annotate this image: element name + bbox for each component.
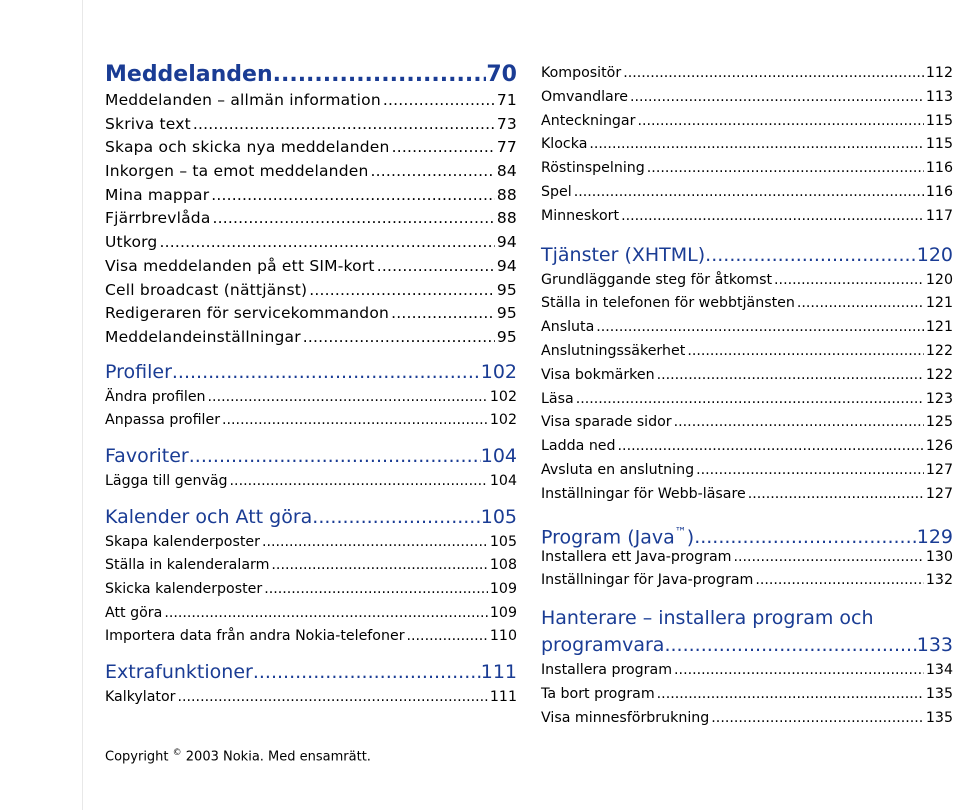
dot-leader (230, 470, 488, 494)
dot-leader (734, 546, 924, 570)
entry-page: 73 (496, 114, 517, 133)
entry-label: Anteckningar (541, 112, 636, 129)
toc-entry[interactable] (541, 569, 953, 593)
toc-entry[interactable] (541, 133, 953, 157)
dot-leader (383, 89, 495, 113)
entry-label: Meddelanden – allmän information (105, 91, 381, 109)
entry-page: 71 (496, 91, 517, 109)
section-title: programvara (541, 634, 665, 657)
entry-page: 104 (489, 472, 517, 489)
dot-leader (222, 409, 488, 433)
entry-label: Skriva text (105, 114, 191, 133)
entry-page: 94 (496, 256, 517, 275)
dot-leader (774, 269, 924, 293)
entry-label: Ansluta (541, 319, 595, 336)
toc-left-column (105, 60, 517, 710)
dot-leader (253, 659, 481, 686)
entry-label: Visa sparade sidor (541, 414, 672, 431)
entry-page: 112 (925, 65, 953, 81)
toc-entry[interactable] (541, 364, 953, 388)
entry-page: 125 (925, 414, 953, 431)
entry-page: 121 (925, 319, 953, 336)
section-title: Extrafunktioner (105, 661, 253, 684)
section-title: Tjänster (XHTML) (541, 243, 706, 266)
dot-leader (687, 340, 924, 364)
entry-page: 115 (925, 136, 953, 153)
trademark-symbol: ™ (674, 524, 687, 539)
entry-page: 105 (489, 533, 517, 550)
toc-section-profiler[interactable] (105, 359, 517, 386)
entry-page: 116 (925, 183, 953, 200)
entry-label: Skapa och skicka nya meddelanden (105, 138, 390, 157)
entry-page: 95 (496, 304, 517, 323)
section-title: Profiler (105, 360, 172, 383)
dot-leader (178, 686, 488, 710)
section-page: 104 (480, 444, 517, 467)
toc-entry[interactable] (105, 255, 517, 279)
toc-entry[interactable] (541, 411, 953, 435)
dot-leader (208, 386, 488, 410)
toc-entry[interactable] (541, 483, 953, 507)
copyright-notice (105, 748, 371, 764)
toc-entry[interactable] (105, 326, 517, 350)
toc-entry[interactable] (541, 292, 953, 316)
toc-right-column (541, 62, 953, 731)
section-title: Meddelanden (105, 62, 273, 87)
entry-label: Inkorgen – ta emot meddelanden (105, 162, 369, 181)
toc-section-kalender[interactable] (105, 504, 517, 531)
toc-entry[interactable] (105, 470, 517, 494)
toc-entry[interactable] (541, 659, 953, 683)
entry-label: Mina mappar (105, 185, 210, 204)
entry-page: 88 (496, 185, 517, 204)
entry-page: 122 (925, 342, 953, 359)
dot-leader (264, 578, 488, 602)
dot-leader (407, 625, 488, 649)
toc-entry[interactable] (105, 602, 517, 626)
toc-entry[interactable] (541, 316, 953, 340)
dot-leader (213, 207, 495, 231)
dot-leader (262, 531, 488, 555)
entry-label: Inställningar för Webb-läsare (541, 485, 746, 502)
entry-label: Visa meddelanden på ett SIM-kort (105, 256, 375, 275)
dot-leader (303, 326, 495, 350)
entry-page: 110 (489, 628, 517, 645)
dot-leader (164, 602, 488, 626)
entry-page: 95 (496, 280, 517, 299)
entry-label: Utkorg (105, 233, 158, 252)
entry-label: Läsa (541, 390, 574, 407)
toc-entry[interactable] (541, 683, 953, 707)
toc-entry[interactable] (105, 113, 517, 137)
entry-page: 135 (925, 685, 953, 702)
entry-label: Spel (541, 183, 572, 200)
toc-entry[interactable] (105, 686, 517, 710)
dot-leader (637, 110, 923, 134)
dot-leader (674, 659, 924, 683)
entry-label: Installera program (541, 662, 673, 679)
section-page: 102 (480, 360, 517, 383)
entry-label: Omvandlare (541, 88, 628, 105)
entry-page: 108 (489, 557, 517, 574)
entry-page: 95 (496, 327, 517, 346)
dot-leader (172, 359, 481, 386)
toc-entry[interactable] (105, 409, 517, 433)
toc-entry[interactable] (541, 110, 953, 134)
entry-page: 134 (925, 662, 953, 679)
entry-page: 102 (489, 412, 517, 429)
toc-entry[interactable] (105, 386, 517, 410)
entry-label: Redigeraren för servicekommandon (105, 304, 390, 323)
entry-page: 123 (925, 390, 953, 407)
entry-label: Skapa kalenderposter (105, 533, 260, 550)
toc-section-meddelanden[interactable] (105, 60, 517, 89)
entry-page: 127 (925, 485, 953, 502)
entry-label: Skicka kalenderposter (105, 581, 263, 597)
section-page: 70 (486, 62, 517, 87)
entry-label: Klocka (541, 136, 588, 153)
entry-page: 121 (925, 295, 953, 312)
section-page: 129 (916, 525, 953, 548)
entry-page: 94 (496, 233, 517, 252)
entry-page: 122 (925, 366, 953, 383)
toc-section-extrafunktioner[interactable] (105, 659, 517, 686)
toc-section-tjanster[interactable] (541, 242, 953, 269)
entry-page: 130 (925, 548, 953, 565)
dot-leader (755, 569, 924, 593)
dot-leader (630, 86, 924, 110)
toc-entry[interactable] (105, 279, 517, 303)
dot-leader (647, 157, 924, 181)
dot-leader (189, 443, 481, 470)
entry-label: Installera ett Java-program (541, 548, 732, 565)
toc-section-favoriter[interactable] (105, 443, 517, 470)
toc-entry[interactable] (105, 302, 517, 326)
dot-leader (271, 554, 487, 578)
dot-leader (657, 683, 924, 707)
entry-label: Att göra (105, 604, 163, 621)
entry-page: 109 (489, 604, 517, 621)
entry-label: Lägga till genväg (105, 472, 228, 489)
section-page: 105 (480, 505, 517, 528)
toc-entry[interactable] (541, 340, 953, 364)
entry-label: Anpassa profiler (105, 412, 221, 429)
entry-label: Inställningar för Java-program (541, 572, 754, 589)
dot-leader (657, 364, 924, 388)
entry-label: Importera data från andra Nokia-telefoner (105, 628, 405, 645)
entry-label: Grundläggande steg för åtkomst (541, 271, 773, 288)
entry-label: Ladda ned (541, 438, 616, 455)
dot-leader (696, 459, 924, 483)
section-title: Kalender och Att göra (105, 505, 313, 528)
toc-entry[interactable] (105, 136, 517, 160)
dot-leader (159, 231, 494, 255)
toc-entry[interactable] (105, 231, 517, 255)
margin-rule (82, 0, 83, 810)
dot-leader (377, 255, 495, 279)
entry-label: Ta bort program (541, 685, 655, 702)
dot-leader (589, 133, 924, 157)
section-title-text: ) (686, 525, 695, 548)
entry-label: Visa bokmärken (541, 366, 655, 383)
dot-leader (371, 160, 495, 184)
entry-label: Ställa in telefonen för webbtjänsten (541, 295, 795, 312)
toc-entry[interactable] (105, 554, 517, 578)
dot-leader (596, 316, 924, 340)
toc-entry[interactable] (541, 707, 953, 731)
dot-leader (576, 388, 924, 412)
entry-page: 132 (925, 572, 953, 589)
section-page: 111 (480, 661, 517, 684)
toc-entry[interactable] (105, 89, 517, 113)
toc-entry[interactable] (541, 181, 953, 205)
entry-label: Röstinspelning (541, 160, 645, 177)
dot-leader (618, 435, 924, 459)
section-title-line1: Hanterare – installera program och (541, 607, 874, 630)
section-title: Favoriter (105, 444, 189, 467)
toc-section-program[interactable] (541, 519, 953, 546)
entry-label: Ställa in kalenderalarm (105, 557, 270, 574)
toc-entry[interactable] (541, 459, 953, 483)
entry-label: Meddelandeinställningar (105, 327, 301, 346)
toc-entry[interactable] (541, 86, 953, 110)
entry-label: Kalkylator (105, 689, 176, 706)
section-page: 120 (916, 243, 953, 266)
entry-label: Kompositör (541, 65, 622, 81)
dot-leader (621, 205, 924, 229)
entry-page: 115 (925, 112, 953, 129)
dot-leader (705, 242, 917, 269)
dot-leader (211, 184, 495, 208)
toc-entry[interactable] (541, 435, 953, 459)
entry-page: 111 (489, 689, 517, 706)
entry-page: 126 (925, 438, 953, 455)
dot-leader (312, 504, 480, 531)
toc-entry[interactable] (541, 546, 953, 570)
entry-label: Fjärrbrevlåda (105, 209, 211, 228)
dot-leader (748, 483, 924, 507)
entry-label: Anslutningssäkerhet (541, 342, 686, 359)
entry-label: Ändra profilen (105, 388, 206, 405)
toc-entry[interactable] (541, 157, 953, 181)
copyright-symbol: © (172, 748, 182, 758)
dot-leader (193, 113, 495, 137)
toc-entry[interactable] (541, 269, 953, 293)
entry-page: 84 (496, 162, 517, 181)
dot-leader (674, 411, 924, 435)
entry-label: Cell broadcast (nättjänst) (105, 280, 308, 299)
entry-page: 116 (925, 160, 953, 177)
toc-entry[interactable] (105, 625, 517, 649)
entry-page: 88 (496, 209, 517, 228)
section-title-text: Program (Java (541, 525, 675, 548)
entry-label: Avsluta en anslutning (541, 461, 695, 478)
entry-page: 77 (496, 138, 517, 157)
entry-page: 127 (925, 461, 953, 478)
dot-leader (664, 632, 916, 659)
entry-page: 120 (925, 271, 953, 288)
toc-entry[interactable] (105, 160, 517, 184)
toc-section-hanterare[interactable] (541, 605, 953, 659)
entry-label: Minneskort (541, 207, 620, 224)
section-title-line2 (541, 632, 953, 659)
toc-entry[interactable] (105, 531, 517, 555)
toc-entry[interactable] (105, 184, 517, 208)
copyright-text: Copyright (105, 749, 173, 765)
copyright-text: 2003 Nokia. Med ensamrätt. (181, 749, 371, 765)
dot-leader (392, 136, 495, 160)
entry-page: 135 (925, 709, 953, 726)
toc-entry[interactable] (541, 388, 953, 412)
dot-leader (309, 279, 495, 303)
dot-leader (391, 302, 495, 326)
entry-page: 102 (489, 388, 517, 405)
toc-entry[interactable] (541, 205, 953, 229)
toc-entry[interactable] (541, 62, 953, 86)
dot-leader (574, 181, 924, 205)
entry-page: 117 (925, 207, 953, 224)
entry-page: 113 (925, 88, 953, 105)
toc-entry[interactable] (105, 578, 517, 602)
entry-label: Visa minnesförbrukning (541, 709, 710, 726)
section-page: 133 (916, 634, 953, 657)
toc-entry[interactable] (105, 207, 517, 231)
dot-leader (273, 60, 487, 89)
entry-page: 109 (489, 581, 517, 597)
dot-leader (797, 292, 924, 316)
dot-leader (711, 707, 924, 731)
dot-leader (623, 62, 924, 86)
